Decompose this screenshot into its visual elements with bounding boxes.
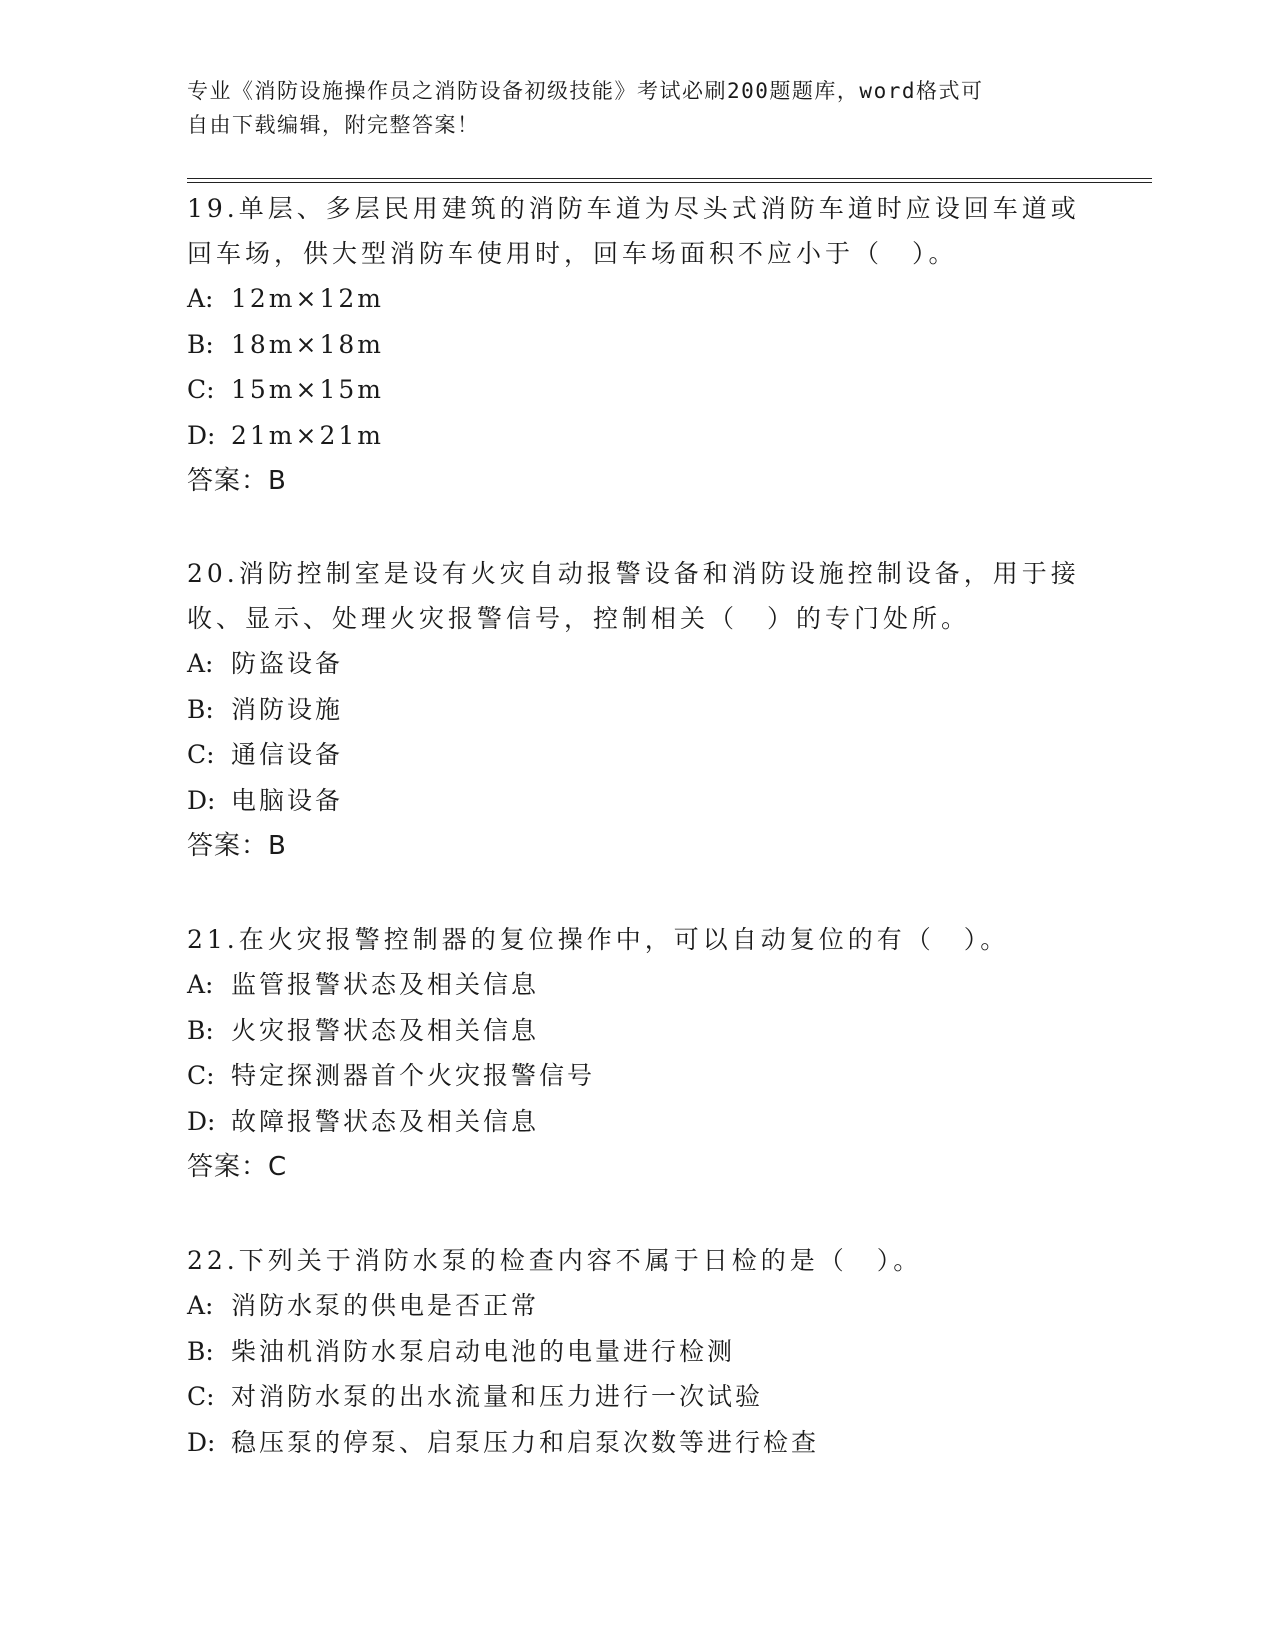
option-d <box>187 778 1087 824</box>
option-label: C: <box>187 1382 215 1411</box>
option-label: D: <box>187 785 216 815</box>
option-label: B: <box>187 1336 214 1366</box>
option-label: A: <box>187 970 214 999</box>
option-a <box>187 962 1087 1008</box>
option-text: 18m×18m <box>231 329 384 359</box>
option-text: 15m×15m <box>231 375 384 404</box>
option-text: 12m×12m <box>231 284 384 313</box>
option-d <box>187 1420 1087 1466</box>
document-header <box>187 74 1077 142</box>
header-divider-top <box>187 178 1152 179</box>
option-label: A: <box>187 649 214 678</box>
header-divider-bottom <box>187 182 1152 183</box>
option-text: 消防水泵的供电是否正常 <box>231 1291 540 1320</box>
answer-line: 答案：B <box>187 466 287 496</box>
option-d <box>187 413 1087 459</box>
option-a <box>187 1283 1087 1329</box>
question-stem-line: 22.下列关于消防水泵的检查内容不属于日检的是（ ）。 <box>187 1246 923 1275</box>
option-b <box>187 322 1087 368</box>
option-label: B: <box>187 1015 214 1045</box>
option-a <box>187 641 1087 687</box>
answer-line: 答案：C <box>187 1152 288 1182</box>
option-d <box>187 1099 1087 1145</box>
option-text: 特定探测器首个火灾报警信号 <box>231 1061 596 1090</box>
option-c <box>187 1053 1087 1099</box>
option-label: D: <box>187 420 216 450</box>
question-22 <box>187 1238 1087 1465</box>
option-b <box>187 1329 1087 1375</box>
question-stem-line: 19.单层、多层民用建筑的消防车道为尽头式消防车道时应设回车道或 <box>187 194 1080 223</box>
option-text: 火灾报警状态及相关信息 <box>231 1015 540 1045</box>
option-text: 对消防水泵的出水流量和压力进行一次试验 <box>231 1382 764 1411</box>
option-label: C: <box>187 375 215 404</box>
option-a <box>187 276 1087 322</box>
option-c <box>187 1374 1087 1420</box>
option-text: 稳压泵的停泵、启泵压力和启泵次数等进行检查 <box>231 1427 820 1457</box>
question-19 <box>187 186 1087 504</box>
option-text: 电脑设备 <box>231 785 344 815</box>
option-text: 21m×21m <box>231 420 384 450</box>
option-label: B: <box>187 694 214 724</box>
question-stem-line: 21.在火灾报警控制器的复位操作中，可以自动复位的有（ ）。 <box>187 925 1010 954</box>
question-21 <box>187 917 1087 1190</box>
question-stem-line: 20.消防控制室是设有火灾自动报警设备和消防设施控制设备，用于接 <box>187 559 1080 588</box>
question-20 <box>187 551 1087 869</box>
option-label: B: <box>187 329 214 359</box>
option-label: C: <box>187 1061 215 1090</box>
option-label: D: <box>187 1106 216 1136</box>
option-label: D: <box>187 1427 216 1457</box>
header-title-line-2: 自由下载编辑，附完整答案！ <box>187 113 480 137</box>
option-text: 消防设施 <box>231 694 344 724</box>
question-stem-line: 收、显示、处理火灾报警信号，控制相关（ ）的专门处所。 <box>187 604 971 633</box>
question-stem-line: 回车场，供大型消防车使用时，回车场面积不应小于（ ）。 <box>187 239 958 268</box>
option-label: C: <box>187 740 215 769</box>
option-label: A: <box>187 1291 214 1320</box>
header-title-line-1: 专业《消防设施操作员之消防设备初级技能》考试必刷200题题库，word格式可 <box>187 79 984 103</box>
option-label: A: <box>187 284 214 313</box>
option-text: 监管报警状态及相关信息 <box>231 970 540 999</box>
option-text: 通信设备 <box>231 740 344 769</box>
option-text: 柴油机消防水泵启动电池的电量进行检测 <box>231 1336 736 1366</box>
option-c <box>187 732 1087 778</box>
option-c <box>187 367 1087 413</box>
option-text: 防盗设备 <box>231 649 344 678</box>
option-b <box>187 1008 1087 1054</box>
answer-line: 答案：B <box>187 831 287 861</box>
option-b <box>187 687 1087 733</box>
option-text: 故障报警状态及相关信息 <box>231 1106 540 1136</box>
